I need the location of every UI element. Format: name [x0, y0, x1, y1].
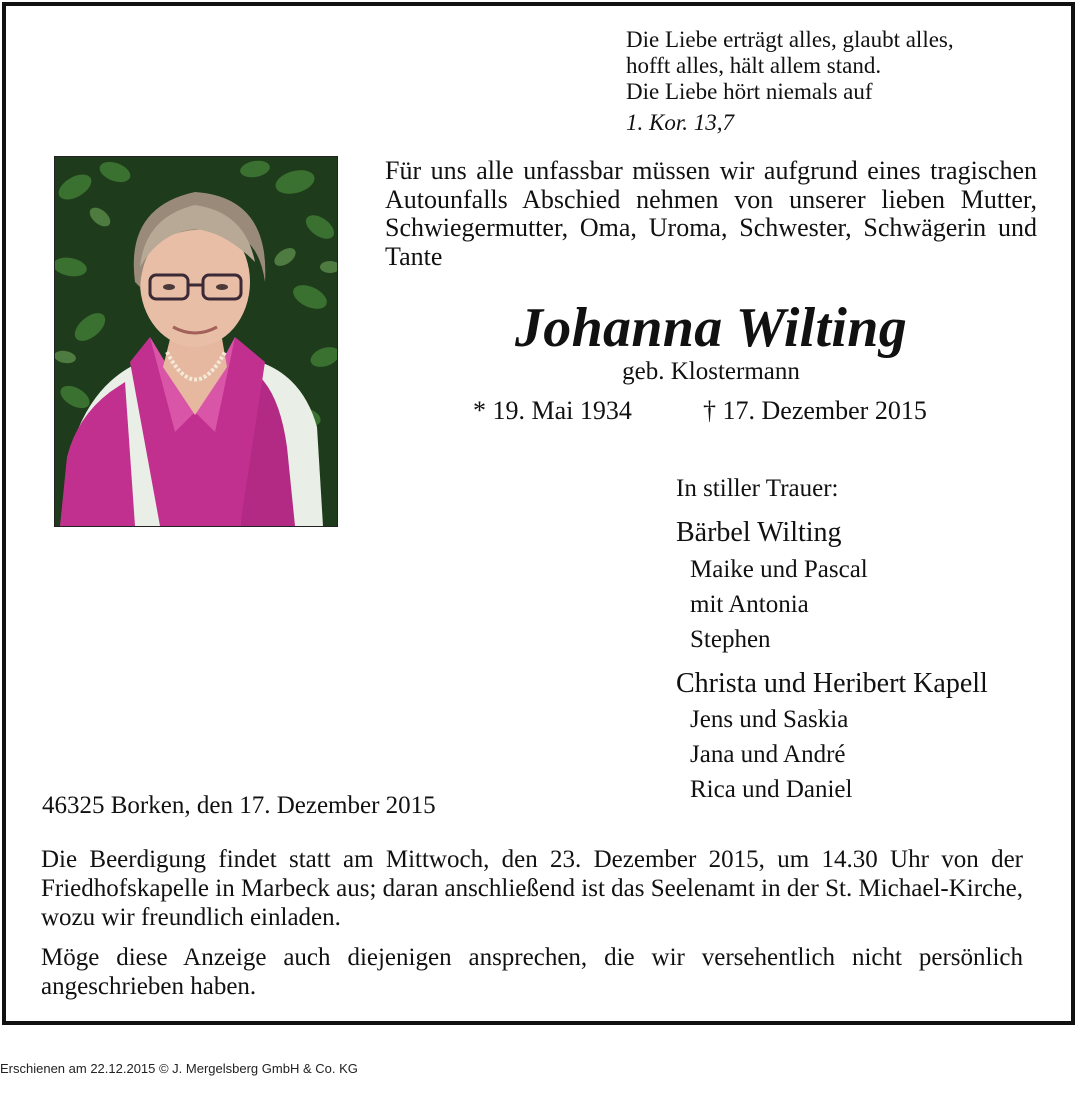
birth-date: * 19. Mai 1934 [473, 396, 632, 425]
closing-note: Möge diese Anzeige auch diejenigen ansprechen, die wir versehentlich nicht persönlich angeschrieben haben. [41, 944, 1023, 1000]
mourner-main: Bärbel Wilting [676, 517, 842, 548]
bible-verse [626, 27, 954, 105]
mourner-member: mit Antonia [690, 591, 809, 618]
verse-line: hofft alles, hält allem stand. [626, 53, 882, 78]
portrait-photo-image [55, 157, 337, 526]
maiden-name: geb. Klostermann [622, 358, 800, 385]
portrait-photo [54, 156, 338, 527]
funeral-notice: Die Beerdigung findet statt am Mittwoch, den 23. Dezember 2015, um 14.30 Uhr von der Friedhofskapelle in Marbeck aus; daran anschließend ist das Seelenamt in der St. Michael-Kirche, wozu wir freundlich einladen. [41, 846, 1023, 931]
death-date: † 17. Dezember 2015 [703, 396, 927, 425]
mourner-main: Christa und Heribert Kapell [676, 668, 988, 699]
mourners-heading: In stiller Trauer: [676, 475, 839, 502]
verse-line: Die Liebe erträgt alles, glaubt alles, [626, 27, 954, 52]
place-date: 46325 Borken, den 17. Dezember 2015 [42, 792, 436, 819]
verse-reference: 1. Kor. 13,7 [626, 110, 734, 135]
deceased-name: Johanna Wilting [514, 297, 907, 359]
mourner-member: Jana und André [690, 741, 846, 768]
mourner-member: Stephen [690, 626, 771, 653]
verse-line: Die Liebe hört niemals auf [626, 79, 873, 104]
mourner-member: Maike und Pascal [690, 556, 868, 583]
mourner-member: Rica und Daniel [690, 776, 853, 803]
mourner-member: Jens und Saskia [690, 706, 849, 733]
publication-footer: Erschienen am 22.12.2015 © J. Mergelsberg GmbH & Co. KG [0, 1061, 358, 1076]
intro-text: Für uns alle unfassbar müssen wir aufgrund eines tragischen Autounfalls Abschied nehmen von unserer lieben Mutter, Schwiegermutter, Oma, Uroma, Schwester, Schwägerin und Tante [385, 156, 1037, 271]
